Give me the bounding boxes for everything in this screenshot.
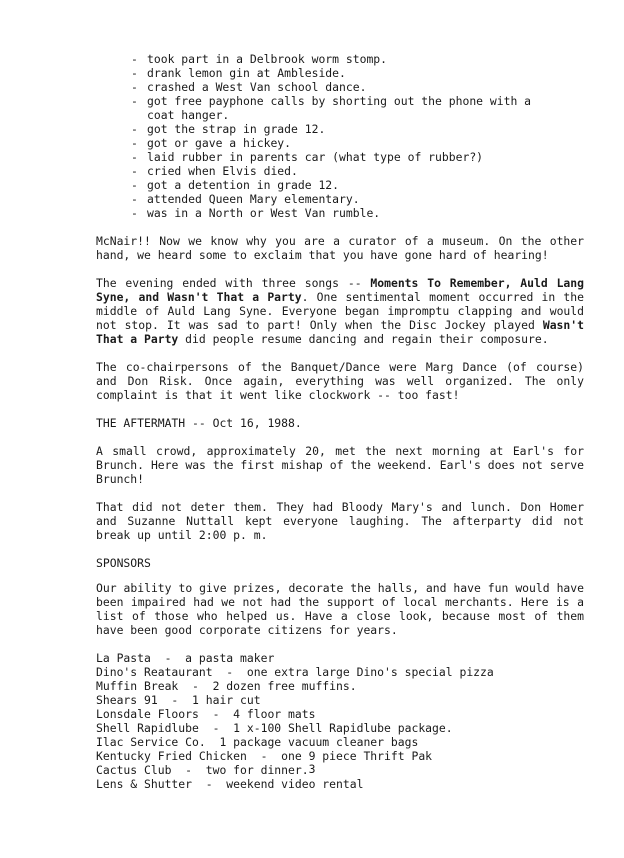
bullet-marker: -: [131, 52, 138, 66]
activity-bullet-list: [131, 52, 584, 220]
list-item: Dino's Reataurant - one extra large Dino's special pizza: [96, 665, 494, 679]
page-number: 3: [308, 762, 316, 776]
evening-paragraph: The evening ended with three songs -- Moments To Remember, Auld Lang Syne, and Wasn't That a Party. One sentimental moment occurred in the middle of Auld Lang Syne. Everyone began impromptu clapping and would not stop. It was sad to part! Only when the Disc Jockey played Wasn't That a Party did people resume dancing and regain their composure.: [96, 276, 584, 346]
bullet-marker: -: [131, 80, 138, 94]
list-item: - took part in a Delbrook worm stomp.: [131, 52, 388, 66]
bullet-marker: -: [131, 94, 138, 108]
list-item: Cactus Club - two for dinner.: [96, 763, 309, 777]
brunch-paragraph: A small crowd, approximately 20, met the next morning at Earl's for Brunch. Here was the first mishap of the weekend. Earl's does not serve Brunch!: [96, 444, 584, 486]
bullet-marker: -: [131, 136, 138, 150]
sponsors-heading: SPONSORS: [96, 556, 151, 570]
list-item: Ilac Service Co. 1 package vacuum cleaner bags: [96, 735, 419, 749]
song-titles: Moments To Remember, Auld Lang Syne, and Wasn't That a Party: [96, 276, 584, 304]
song-title: Wasn't That a Party: [96, 318, 584, 346]
bullet-marker: -: [131, 66, 138, 80]
list-item: Shell Rapidlube - 1 x-100 Shell Rapidlube package.: [96, 721, 453, 735]
list-item: Muffin Break - 2 dozen free muffins.: [96, 679, 357, 693]
afterparty-paragraph: That did not deter them. They had Bloody Mary's and lunch. Don Homer and Suzanne Nuttall kept everyone laughing. The afterparty did not break up until 2:00 p. m.: [96, 500, 584, 542]
list-item: - was in a North or West Van rumble.: [131, 206, 381, 220]
list-item: Kentucky Fried Chicken - one 9 piece Thrift Pak: [96, 749, 433, 763]
list-item: - crashed a West Van school dance.: [131, 80, 367, 94]
list-item: Lonsdale Floors - 4 floor mats: [96, 707, 316, 721]
list-item: La Pasta - a pasta maker: [96, 651, 275, 665]
list-item: - cried when Elvis died.: [131, 164, 298, 178]
list-item: - drank lemon gin at Ambleside.: [131, 66, 346, 80]
list-item: - got the strap in grade 12.: [131, 122, 326, 136]
aftermath-heading: THE AFTERMATH -- Oct 16, 1988.: [96, 416, 302, 430]
bullet-marker: -: [131, 206, 138, 220]
list-item: - laid rubber in parents car (what type of rubber?): [131, 150, 484, 164]
list-item: - got free payphone calls by shorting out the phone with a coat hanger.: [131, 94, 532, 122]
cochairs-paragraph: The co-chairpersons of the Banquet/Dance were Marg Dance (of course) and Don Risk. Once again, everything was well organized. The only complaint is that it went like clockwork -- too fast!: [96, 360, 584, 402]
list-item: Shears 91 - 1 hair cut: [96, 693, 261, 707]
sponsors-intro-paragraph: Our ability to give prizes, decorate the halls, and have fun would have been impaired had we not had the support of local merchants. Here is a list of those who helped us. Have a close look, because most of them have been good corporate citizens for years.: [96, 581, 584, 637]
list-item: - got a detention in grade 12.: [131, 178, 340, 192]
bullet-marker: -: [131, 122, 138, 136]
list-item: - attended Queen Mary elementary.: [131, 192, 360, 206]
list-item: Lens & Shutter - weekend video rental: [96, 777, 364, 791]
mcnair-paragraph: McNair!! Now we know why you are a curator of a museum. On the other hand, we heard some to exclaim that you have gone hard of hearing!: [96, 234, 584, 262]
bullet-marker: -: [131, 150, 138, 164]
bullet-marker: -: [131, 192, 138, 206]
bullet-marker: -: [131, 178, 138, 192]
list-item: - got or gave a hickey.: [131, 136, 292, 150]
bullet-marker: -: [131, 164, 138, 178]
